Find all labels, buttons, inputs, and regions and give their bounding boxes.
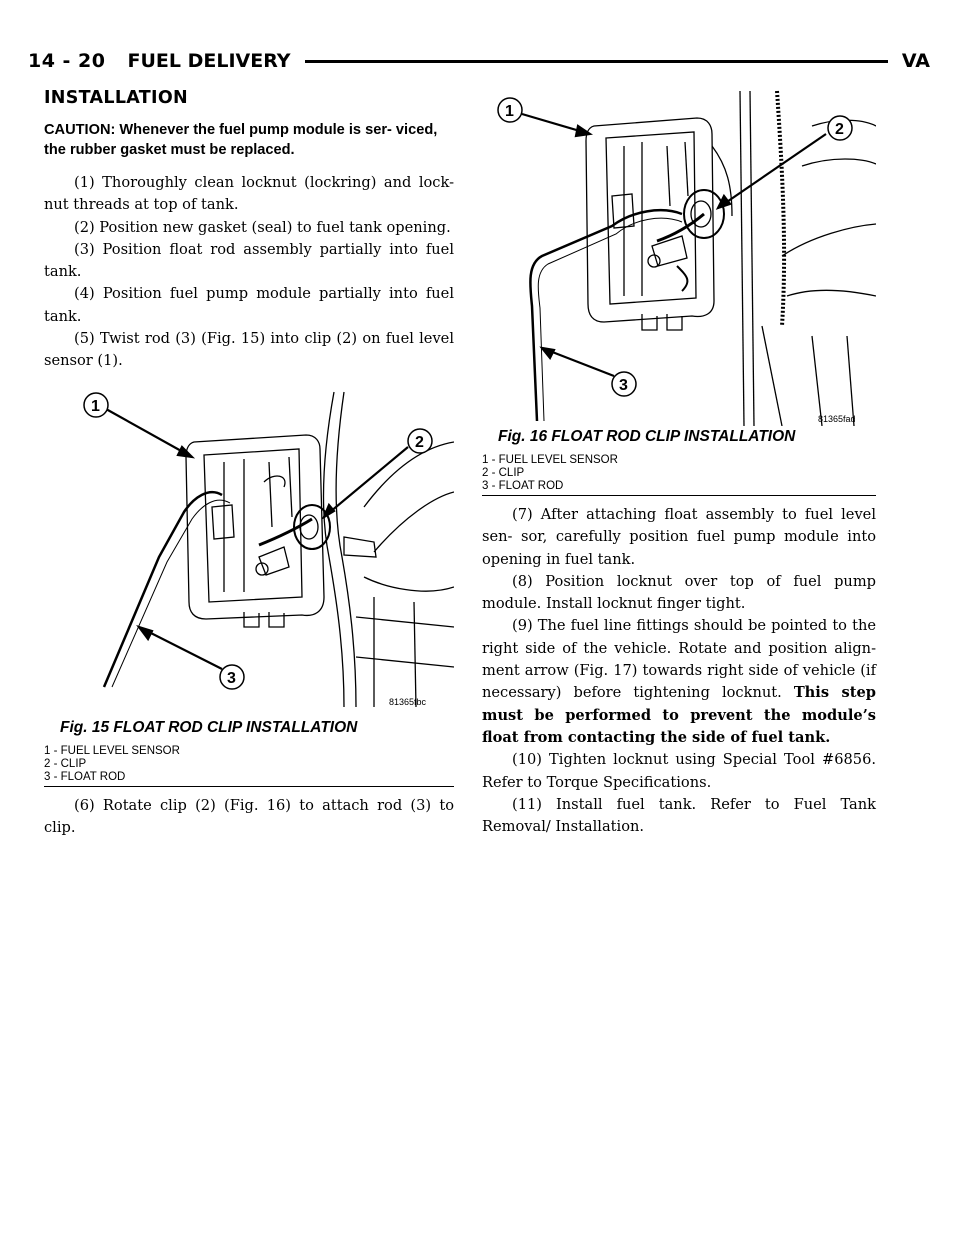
- legend-item: 2 - CLIP: [482, 467, 525, 479]
- left-column: [44, 88, 454, 839]
- legend-item: 3 - FLOAT ROD: [482, 480, 564, 492]
- page-header: [28, 48, 930, 74]
- figure-16: [482, 86, 876, 496]
- figure-16-code: 81365fad: [818, 414, 856, 424]
- legend-item: 2 - CLIP: [44, 757, 87, 770]
- figure-16-illustration: [482, 86, 876, 426]
- figure-16-legend: [482, 454, 876, 493]
- section-title: FUEL DELIVERY: [127, 50, 291, 72]
- callout-1: 1: [505, 103, 514, 120]
- figure-15: [44, 387, 454, 787]
- step-1: (1) Thoroughly clean locknut (lockring) and lock- nut threads at top of tank.: [44, 174, 454, 214]
- step-9: [482, 615, 876, 749]
- step-9-text: (9) The fuel line fittings should be pointed to the right side of the vehicle. Rotate and position align- ment arrow (Fig. 17) towards right side of vehicle (if necessary) before tightening locknut.: [482, 617, 876, 702]
- figure-15-code: 81365fbc: [389, 696, 427, 707]
- step-7: (7) After attaching float assembly to fuel level sen- sor, carefully position fuel pump module into opening in fuel tank.: [482, 506, 876, 568]
- page-number: 14 - 20: [28, 50, 106, 72]
- step-8: (8) Position locknut over top of fuel pump module. Install locknut finger tight.: [482, 572, 876, 613]
- figure-15-caption: Fig. 15 FLOAT ROD CLIP INSTALLATION: [60, 718, 358, 736]
- caution-note: CAUTION: Whenever the fuel pump module is ser- viced, the rubber gasket must be replaced.: [44, 122, 438, 158]
- header-rule: [305, 60, 888, 63]
- right-column: [482, 86, 876, 838]
- legend-item: 1 - FUEL LEVEL SENSOR: [44, 744, 180, 757]
- step-10: (10) Tighten locknut using Special Tool #6856. Refer to Torque Specifications.: [482, 751, 876, 791]
- step-11: (11) Install fuel tank. Refer to Fuel Tank Removal/ Installation.: [482, 795, 876, 836]
- legend-item: 3 - FLOAT ROD: [44, 770, 126, 783]
- legend-item: 1 - FUEL LEVEL SENSOR: [482, 454, 618, 466]
- step-5: (5) Twist rod (3) (Fig. 15) into clip (2) on fuel level sensor (1).: [44, 330, 454, 370]
- step-3: (3) Position float rod assembly partially into fuel tank.: [44, 240, 454, 281]
- step-2: (2) Position new gasket (seal) to fuel tank opening.: [74, 218, 451, 236]
- model-code: VA: [901, 50, 930, 72]
- figure-16-caption: Fig. 16 FLOAT ROD CLIP INSTALLATION: [498, 428, 796, 445]
- figure-15-rule: [44, 786, 454, 787]
- callout-3: 3: [227, 669, 236, 687]
- step-9-warning: This step must be performed to prevent the module’s float from contacting the side of fuel tank.: [482, 684, 876, 746]
- installation-heading: INSTALLATION: [44, 88, 188, 108]
- callout-2: 2: [835, 121, 844, 138]
- callout-2: 2: [415, 433, 424, 451]
- figure-16-rule: [482, 495, 876, 496]
- figure-15-legend: [44, 745, 454, 784]
- figure-15-illustration: [44, 387, 454, 717]
- step-4: (4) Position fuel pump module partially into fuel tank.: [44, 285, 454, 325]
- step-6: (6) Rotate clip (2) (Fig. 16) to attach rod (3) to clip.: [44, 796, 454, 836]
- callout-3: 3: [619, 377, 628, 394]
- callout-1: 1: [91, 397, 100, 415]
